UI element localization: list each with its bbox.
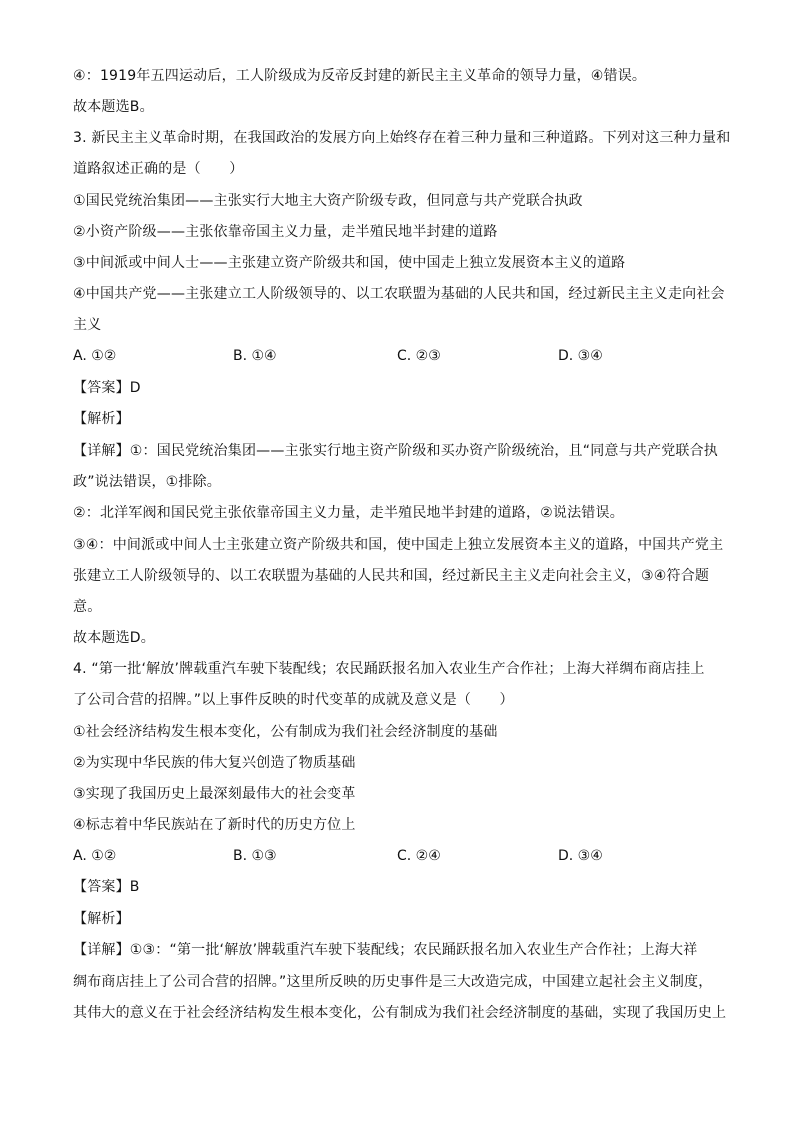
q4-option-a: A. ①② (73, 848, 117, 864)
q3-stem-line2: 道路叙述正确的是（ ） (73, 161, 244, 177)
q4-statement-1: ①社会经济结构发生根本变化，公有制成为我们社会经济制度的基础 (73, 724, 498, 740)
q3-detail-3-line2: 张建立工人阶级领导的、以工农联盟为基础的人民共和国，经过新民主主义走向社会主义，③④符合题 (73, 568, 710, 584)
q3-statement-2: ②小资产阶级——主张依靠帝国主义力量，走半殖民地半封建的道路 (73, 224, 498, 240)
q3-detail-3-line3: 意。 (73, 599, 102, 615)
q3-detail-3-line1: ③④：中间派或中间人士主张建立资产阶级共和国，使中国走上独立发展资本主义的道路，中国共产党主 (73, 537, 724, 553)
q2-conclusion: 故本题选B。 (73, 99, 154, 115)
q4-stem-line2: 了公司合营的招牌。”以上事件反映的时代变革的成就及意义是（ ） (73, 692, 514, 708)
q4-detail-line2: 绸布商店挂上了公司合营的招牌。”这里所反映的历史事件是三大改造完成，中国建立起社会主义制度， (73, 974, 713, 990)
q4-stem-line1: 4. “第一批‘解放’牌载重汽车驶下装配线；农民踊跃报名加入农业生产合作社；上海大祥绸布商店挂上 (73, 661, 705, 677)
q3-conclusion: 故本题选D。 (73, 630, 155, 646)
q3-statement-1: ①国民党统治集团——主张实行大地主大资产阶级专政，但同意与共产党联合执政 (73, 193, 583, 209)
q4-option-b: B. ①③ (233, 848, 277, 864)
q4-statement-3: ③实现了我国历史上最深刻最伟大的社会变革 (73, 786, 356, 802)
q3-answer: 【答案】D (73, 380, 141, 396)
q4-analysis-heading: 【解析】 (73, 911, 130, 927)
q3-statement-4-line1: ④中国共产党——主张建立工人阶级领导的、以工农联盟为基础的人民共和国，经过新民主主义走向社会 (73, 286, 725, 302)
q3-detail-2: ②：北洋军阀和国民党主张依靠帝国主义力量，走半殖民地半封建的道路，②说法错误。 (73, 505, 624, 521)
q3-detail-1-line1: 【详解】①：国民党统治集团——主张实行地主资产阶级和买办资产阶级统治，且“同意与共产党联合执 (73, 443, 719, 459)
q3-stem-line1: 3. 新民主主义革命时期，在我国政治的发展方向上始终存在着三种力量和三种道路。下列对这三种力量和 (73, 130, 731, 146)
q4-detail-line1: 【详解】①③：“第一批‘解放’牌载重汽车驶下装配线；农民踊跃报名加入农业生产合作社；上海大祥 (73, 942, 698, 958)
q4-detail-line3: 其伟大的意义在于社会经济结构发生根本变化，公有制成为我们社会经济制度的基础，实现了我国历史上 (73, 1005, 727, 1021)
q4-answer: 【答案】B (73, 879, 140, 895)
q4-option-d: D. ③④ (558, 848, 603, 864)
q3-option-b: B. ①④ (233, 348, 277, 364)
q3-option-d: D. ③④ (558, 348, 603, 364)
q4-statement-4: ④标志着中华民族站在了新时代的历史方位上 (73, 817, 356, 833)
q3-analysis-heading: 【解析】 (73, 411, 130, 427)
q3-option-c: C. ②③ (397, 348, 441, 364)
q3-statement-4-line2: 主义 (73, 317, 102, 333)
q3-option-a: A. ①② (73, 348, 117, 364)
q4-option-c: C. ②④ (397, 848, 441, 864)
q3-statement-3: ③中间派或中间人士——主张建立资产阶级共和国，使中国走上独立发展资本主义的道路 (73, 255, 626, 271)
q3-detail-1-line2: 政”说法错误，①排除。 (73, 474, 222, 490)
q4-statement-2: ②为实现中华民族的伟大复兴创造了物质基础 (73, 755, 356, 771)
q2-item4-explanation: ④：1919年五四运动后，工人阶级成为反帝反封建的新民主主义革命的领导力量，④错误。 (73, 68, 647, 84)
